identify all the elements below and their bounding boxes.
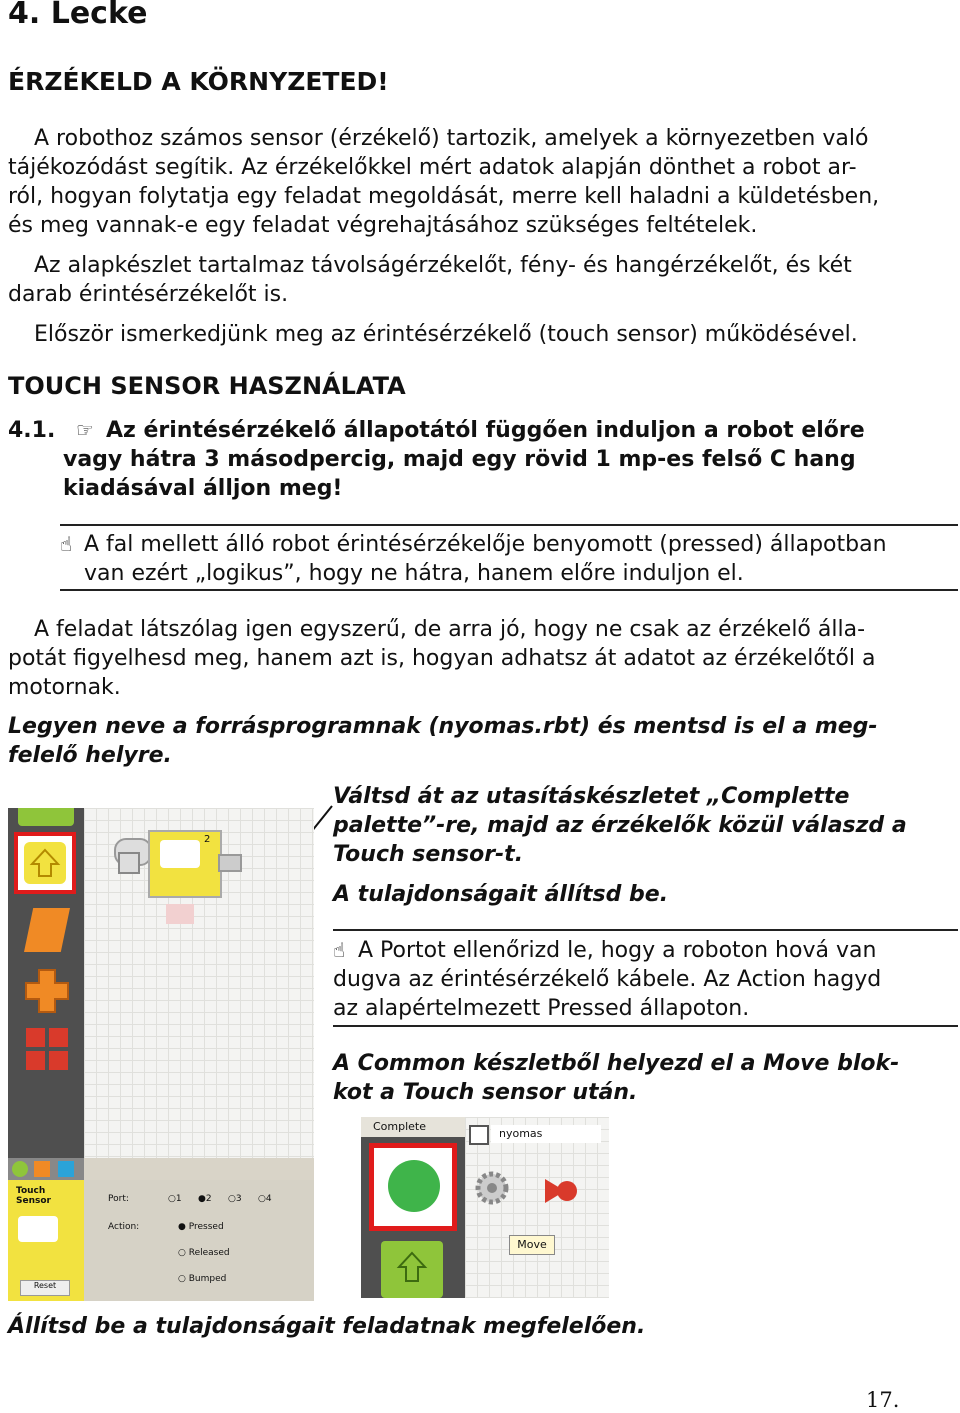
config-panel	[8, 1180, 314, 1301]
palette-block[interactable]	[18, 808, 74, 826]
task-line: vagy hátra 3 másodpercig, majd egy rövid 1 mp-es felső C hang	[63, 447, 856, 472]
block-port: 2	[204, 834, 211, 845]
lesson-title: 4. Lecke	[8, 0, 148, 31]
palette-label: Complete	[361, 1117, 465, 1137]
port-radio[interactable]: ●2	[198, 1194, 212, 1204]
palette-tabs	[8, 1158, 84, 1180]
section-title: TOUCH SENSOR HASZNÁLATA	[8, 372, 406, 400]
simple-line: potát figyelhesd meg, hanem azt is, hogyan adhatsz át adatot az érzékelőtől a	[8, 646, 876, 671]
move-line: A Common készletből helyezd el a Move blok-	[333, 1051, 900, 1076]
sensor-palette-icon	[24, 842, 66, 884]
program-name-tab[interactable]: nyomas	[491, 1125, 601, 1143]
action-bumped[interactable]: ○ Bumped	[178, 1274, 227, 1284]
move-palette-icon[interactable]	[381, 1241, 443, 1298]
palette-line: palette”-re, majd az érzékelők közül válaszd a	[333, 813, 907, 838]
move-line: kot a Touch sensor után.	[333, 1080, 638, 1105]
action-released[interactable]: ○ Released	[178, 1248, 230, 1258]
final-line: Állítsd be a tulajdonságait feladatnak megfelelően.	[8, 1314, 646, 1339]
task-line: Az érintésérzékelő állapotától függően induljon a robot előre	[106, 418, 865, 443]
task-line: kiadásával álljon meg!	[63, 476, 343, 501]
hand-pointer-icon: ☝	[333, 938, 346, 962]
save-line: Legyen neve a forrásprogramnak (nyomas.rbt) és mentsd is el a meg-	[8, 714, 878, 739]
port-radio[interactable]: ○4	[258, 1194, 272, 1204]
tip2-line: A Portot ellenőrizd le, hogy a roboton hová van	[358, 938, 877, 963]
port-radio[interactable]: ○1	[168, 1194, 182, 1204]
sensor-config-icon	[18, 1216, 58, 1242]
complete-tab[interactable]	[34, 1161, 50, 1177]
palette-line: Váltsd át az utasításkészletet „Complette	[333, 784, 850, 809]
record-play-icon[interactable]	[541, 1171, 581, 1211]
action-pressed[interactable]: ● Pressed	[178, 1222, 224, 1232]
tip2-top-rule	[333, 929, 958, 931]
common-tab[interactable]	[12, 1161, 28, 1177]
save-line: felelő helyre.	[8, 743, 172, 768]
panel-title: Touch Sensor	[16, 1186, 51, 1206]
cross-palette-icon[interactable]	[24, 968, 70, 1014]
action-label: Action:	[108, 1222, 140, 1232]
kit-paragraph	[8, 251, 954, 309]
program-icon	[469, 1125, 489, 1145]
tip2-bottom-rule	[333, 1025, 958, 1027]
tip-line: van ezért „logikus”, hogy ne hátra, hanem előre induljon el.	[84, 561, 744, 586]
intro-paragraph	[8, 124, 954, 240]
intro-line: és meg vannak-e egy feladat végrehajtásához szükséges feltételek.	[8, 213, 758, 238]
grid-palette-icon[interactable]	[24, 1026, 70, 1072]
sensor-block-icon	[160, 840, 200, 868]
page-heading: ÉRZÉKELD A KÖRNYZETED!	[8, 67, 389, 96]
palette-selected-frame[interactable]	[14, 832, 76, 894]
page-number: 17.	[866, 1388, 900, 1412]
palette-line: Touch sensor-t.	[333, 842, 524, 867]
data-hub	[166, 904, 194, 924]
simple-paragraph	[8, 615, 954, 702]
move-tooltip: Move	[509, 1235, 555, 1255]
intro-line: tájékozódást segítik. Az érzékelőkkel mért adatok alapján dönthet a robot ar-	[8, 155, 857, 180]
tip2-line: az alapértelmezett Pressed állapoton.	[333, 996, 750, 1021]
sequence-beam	[218, 854, 242, 872]
port-label: Port:	[108, 1194, 129, 1204]
nxt-palette-screenshot	[8, 808, 314, 1301]
intro-line: ról, hogyan folytatja egy feladat megoldását, merre kell haladni a küldetésben,	[8, 184, 880, 209]
common-frame[interactable]	[369, 1143, 457, 1231]
tip2-line: dugva az érintésérzékelő kábele. Az Action hagyd	[333, 967, 882, 992]
tip-line: A fal mellett álló robot érintésérzékelője benyomott (pressed) állapotban	[84, 532, 887, 557]
first-paragraph: Először ismerkedjünk meg az érintésérzékelő (touch sensor) működésével.	[34, 322, 858, 347]
simple-line: motornak.	[8, 675, 121, 700]
pointing-hand-icon: ☞	[76, 418, 94, 442]
tip-top-rule	[60, 524, 958, 526]
kit-line: darab érintésérzékelőt is.	[8, 282, 289, 307]
common-circle-icon	[388, 1160, 440, 1212]
touch-sensor-block[interactable]	[148, 830, 222, 898]
custom-tab[interactable]	[58, 1161, 74, 1177]
reset-button[interactable]: Reset	[20, 1280, 70, 1296]
move-block-screenshot	[361, 1117, 609, 1298]
simple-line: A feladat látszólag igen egyszerű, de arra jó, hogy ne csak az érzékelő álla-	[34, 617, 866, 642]
tip-bottom-rule	[60, 589, 958, 591]
hand-pointer-icon: ☝	[60, 532, 73, 556]
task-number: 4.1.	[8, 418, 56, 443]
start-square	[118, 852, 140, 874]
gear-icon[interactable]	[471, 1167, 513, 1209]
kit-line: Az alapkészlet tartalmaz távolságérzékelőt, fény- és hangérzékelőt, és két	[34, 253, 852, 278]
port-radio[interactable]: ○3	[228, 1194, 242, 1204]
intro-line: A robothoz számos sensor (érzékelő) tartozik, amelyek a környezetben való	[34, 126, 869, 151]
props-line: A tulajdonságait állítsd be.	[333, 882, 669, 907]
